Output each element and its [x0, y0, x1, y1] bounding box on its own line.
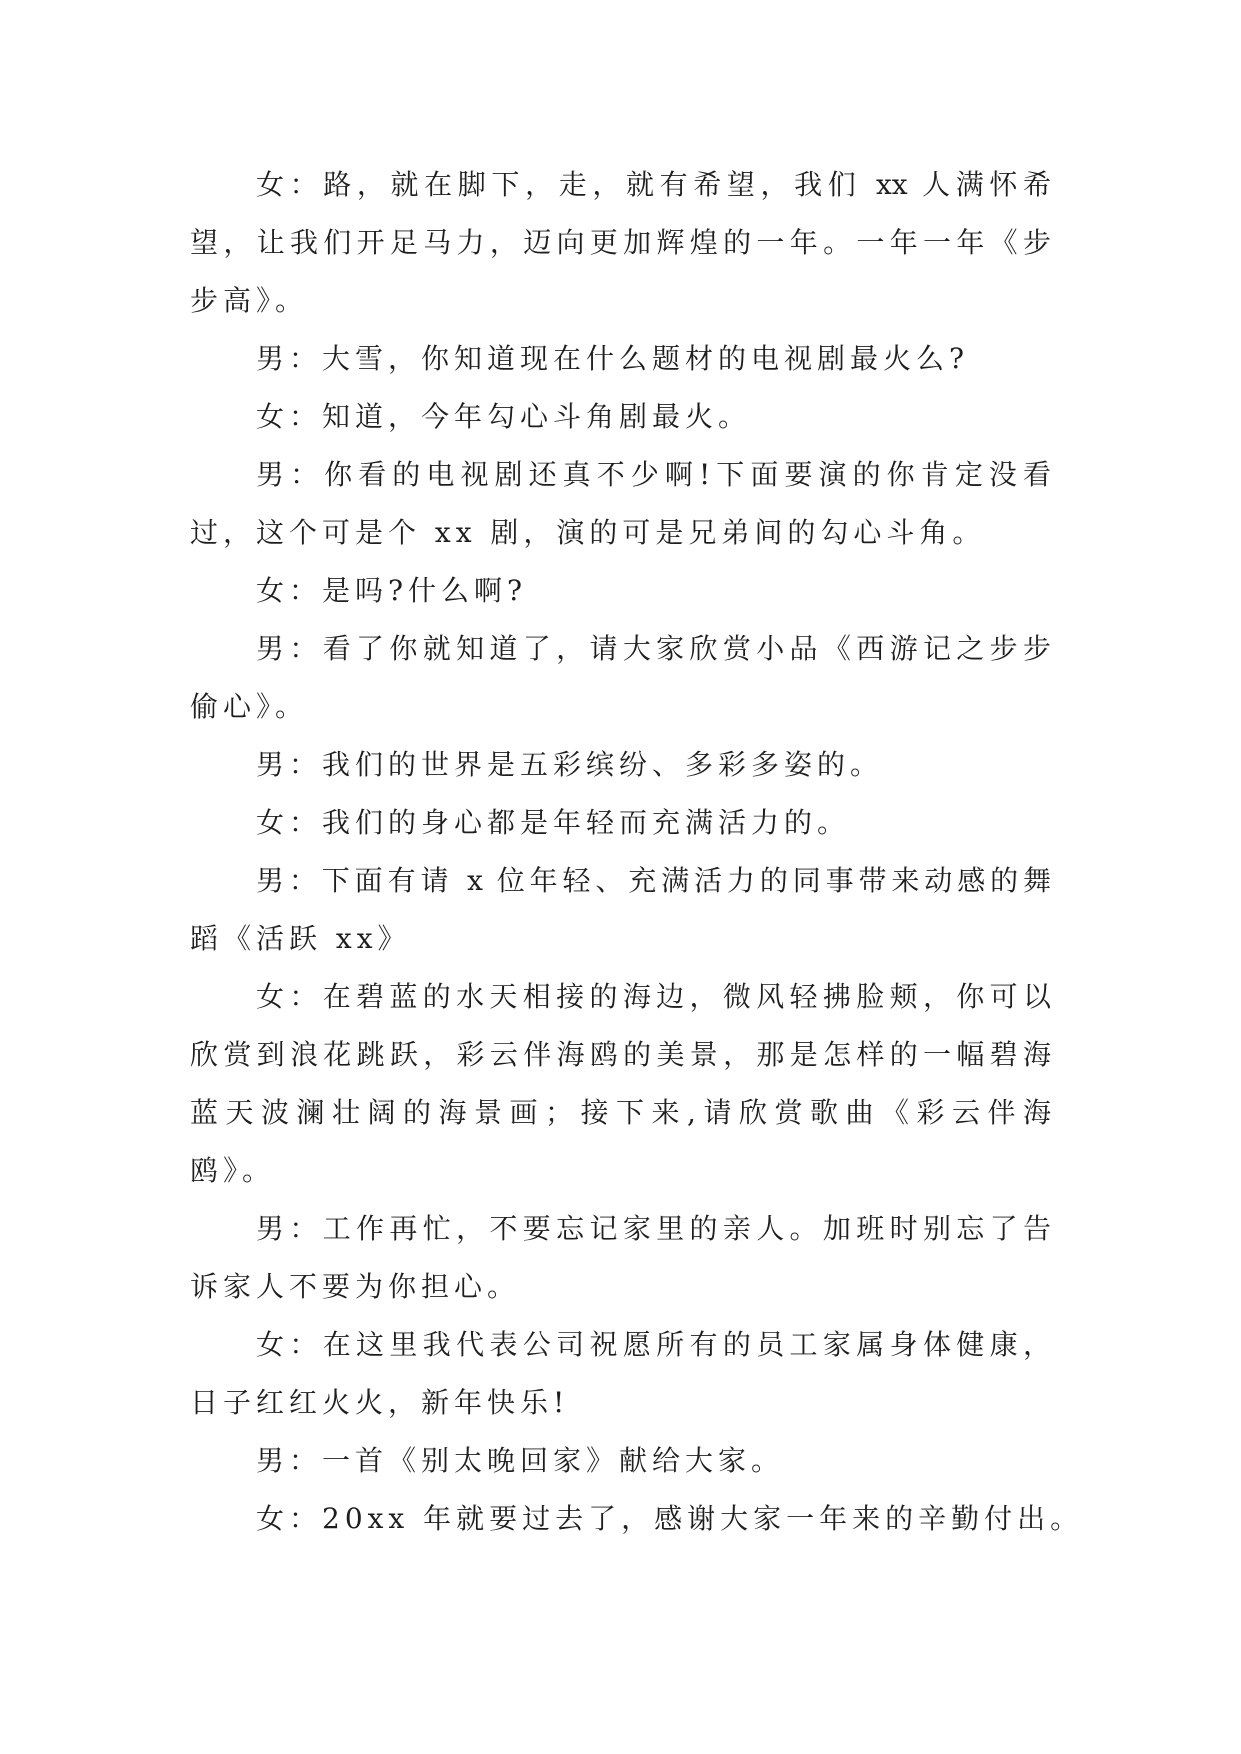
- paragraph: [190, 794, 1051, 852]
- text-line: 男：工作再忙，不要忘记家里的亲人。加班时别忘了告: [256, 1212, 1051, 1245]
- text-line: 男：看了你就知道了，请大家欣赏小品《西游记之步步: [256, 632, 1051, 665]
- text-line: 女：知道，今年勾心斗角剧最火。: [256, 400, 752, 433]
- paragraph: [190, 852, 1051, 968]
- text-line: 女：是吗?什么啊?: [256, 574, 528, 607]
- text-line: 男：你看的电视剧还真不少啊!下面要演的你肯定没看: [256, 458, 1051, 491]
- text-line: 欣赏到浪花跳跃，彩云伴海鸥的美景，那是怎样的一幅碧海: [190, 1038, 1051, 1071]
- text-line: 蹈《活跃 xx》: [190, 922, 411, 955]
- text-line: 男：下面有请 x 位年轻、充满活力的同事带来动感的舞: [256, 864, 1051, 897]
- paragraph: [190, 156, 1051, 330]
- paragraph: [190, 562, 1051, 620]
- text-line: 女：20xx 年就要过去了，感谢大家一年来的辛勤付出。: [256, 1502, 1084, 1535]
- text-line: 偷心》。: [190, 690, 309, 723]
- text-line: 蓝天波澜壮阔的海景画；接下来,请欣赏歌曲《彩云伴海: [190, 1096, 1051, 1129]
- text-line: 女：在碧蓝的水天相接的海边，微风轻拂脸颊，你可以: [256, 980, 1051, 1013]
- paragraph: [190, 330, 1051, 388]
- paragraph: [190, 968, 1051, 1200]
- text-line: 女：路，就在脚下，走，就有希望，我们 xx 人满怀希: [256, 168, 1051, 201]
- paragraph: [190, 388, 1051, 446]
- text-line: 女：我们的身心都是年轻而充满活力的。: [256, 806, 851, 839]
- text-line: 鸥》。: [190, 1154, 276, 1187]
- text-line: 过，这个可是个 xx 剧，演的可是兄弟间的勾心斗角。: [190, 516, 986, 549]
- text-line: 望，让我们开足马力，迈向更加辉煌的一年。一年一年《步: [190, 226, 1051, 259]
- paragraph: [190, 736, 1051, 794]
- paragraph: [190, 1200, 1051, 1316]
- paragraph: [190, 620, 1051, 736]
- text-line: 女：在这里我代表公司祝愿所有的员工家属身体健康，: [256, 1328, 1051, 1361]
- text-line: 男：我们的世界是五彩缤纷、多彩多姿的。: [256, 748, 884, 781]
- text-line: 步高》。: [190, 284, 309, 317]
- text-line: 诉家人不要为你担心。: [190, 1270, 521, 1303]
- text-line: 男：一首《别太晚回家》献给大家。: [256, 1444, 785, 1477]
- text-line: 日子红红火火，新年快乐!: [190, 1386, 570, 1419]
- paragraph: [190, 446, 1051, 562]
- paragraph: [190, 1316, 1051, 1432]
- paragraph: [190, 1490, 1084, 1548]
- document-body: [190, 156, 1084, 1548]
- text-line: 男：大雪，你知道现在什么题材的电视剧最火么?: [256, 342, 970, 375]
- paragraph: [190, 1432, 1051, 1490]
